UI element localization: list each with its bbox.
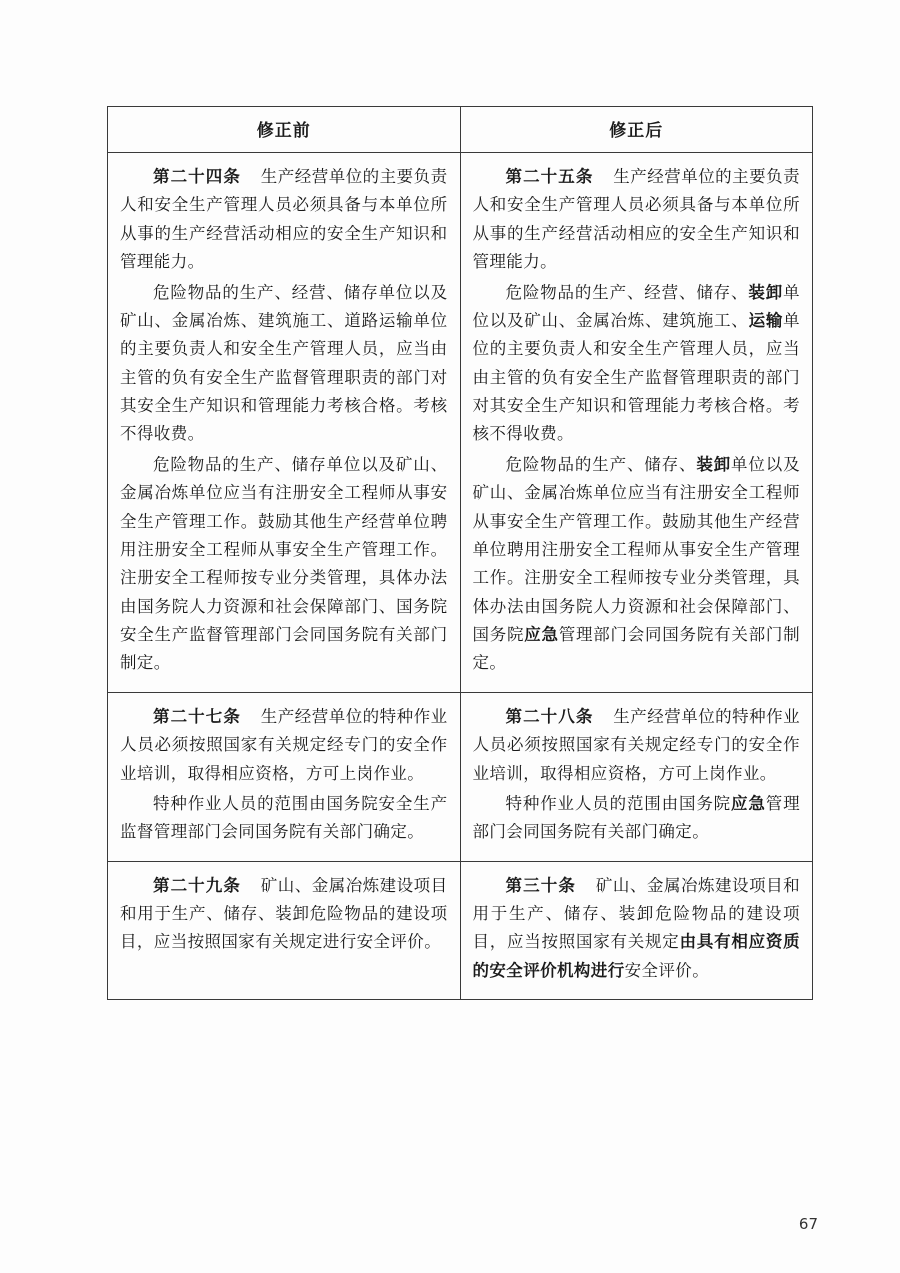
article-paragraph <box>473 872 801 986</box>
article-number: 第二十九条 <box>153 875 241 895</box>
body-text: 单位以及矿山、金属冶炼单位应当有注册安全工程师从事安全生产管理工作。鼓励其他生产经营单位聘用注册安全工程师从事安全生产管理工作。注册安全工程师按专业分类管理，具体办法由国务院人力资源和社会保障部门、国务院 <box>472 454 800 644</box>
column-header-before: 修正前 <box>108 107 461 153</box>
article-cell-after <box>460 153 813 693</box>
article-cell-before <box>108 153 461 693</box>
body-text: 单位以及矿山、金属冶炼、建筑施工、 <box>472 282 800 330</box>
article-number: 第三十条 <box>505 875 576 895</box>
body-text: 危险物品的生产、经营、储存、 <box>505 282 749 302</box>
body-text: 生产经营单位的主要负责人和安全生产管理人员必须具备与本单位所从事的生产经营活动相应的安全生产知识和管理能力。 <box>472 167 800 272</box>
amended-text: 装卸 <box>748 282 784 302</box>
comparison-table-wrapper <box>107 106 813 1000</box>
body-text: 危险物品的生产、储存单位以及矿山、金属冶炼单位应当有注册安全工程师从事安全生产管理工作。鼓励其他生产经营单位聘用注册安全工程师从事安全生产管理工作。注册安全工程师按专业分类管理，具体办法由国务院人力资源和社会保障部门、国务院安全生产监督管理部门会同国务院有关部门制定。 <box>120 454 448 673</box>
table-header-row <box>108 107 813 153</box>
article-cell-after <box>460 692 813 861</box>
body-text: 矿山、金属冶炼建设项目和用于生产、储存、装卸危险物品的建设项目，应当按照国家有关规定 <box>472 875 800 952</box>
body-text: 单位的主要负责人和安全生产管理人员，应当由主管的负有安全生产监督管理职责的部门对其安全生产知识和管理能力考核合格。考核不得收费。 <box>472 310 800 444</box>
amended-text: 应急 <box>524 625 559 644</box>
article-paragraph <box>120 790 448 847</box>
amendment-comparison-table <box>107 106 813 1000</box>
body-text: 特种作业人员的范围由国务院安全生产监督管理部门会同国务院有关部门确定。 <box>120 793 448 842</box>
page-number: 67 <box>798 1215 818 1233</box>
amended-text: 运输 <box>748 310 784 330</box>
article-cell-before <box>108 861 461 1000</box>
body-text: 安全评价。 <box>624 960 710 980</box>
amended-text: 应急 <box>731 793 766 813</box>
article-number: 第二十四条 <box>153 167 241 186</box>
amended-text: 由具有相应资质的安全评价机构进行 <box>472 932 800 980</box>
article-paragraph <box>473 279 801 449</box>
body-text: 管理部门会同国务院有关部门确定。 <box>472 793 800 842</box>
table-row <box>108 153 813 693</box>
column-header-after: 修正后 <box>460 107 813 153</box>
body-text: 矿山、金属冶炼建设项目和用于生产、储存、装卸危险物品的建设项目，应当按照国家有关规定进行安全评价。 <box>120 875 448 952</box>
article-number: 第二十五条 <box>505 167 594 186</box>
body-text: 管理部门会同国务院有关部门制定。 <box>472 625 800 673</box>
article-paragraph <box>120 451 448 678</box>
article-paragraph <box>473 163 801 277</box>
article-cell-before <box>108 692 461 861</box>
article-paragraph <box>473 790 801 847</box>
article-cell-after <box>460 861 813 1000</box>
body-text: 危险物品的生产、储存、 <box>505 454 697 474</box>
article-paragraph <box>473 703 801 788</box>
article-number: 第二十八条 <box>505 706 594 726</box>
article-paragraph <box>120 163 448 277</box>
amended-text: 装卸 <box>696 454 732 474</box>
article-number: 第二十七条 <box>153 706 241 726</box>
body-text: 生产经营单位的特种作业人员必须按照国家有关规定经专门的安全作业培训，取得相应资格，方可上岗作业。 <box>472 706 800 783</box>
body-text: 危险物品的生产、经营、储存单位以及矿山、金属冶炼、建筑施工、道路运输单位的主要负责人和安全生产管理人员，应当由主管的负有安全生产监督管理职责的部门对其安全生产知识和管理能力考核合格。考核不得收费。 <box>120 282 448 444</box>
body-text: 生产经营单位的特种作业人员必须按照国家有关规定经专门的安全作业培训，取得相应资格，方可上岗作业。 <box>120 706 448 783</box>
article-paragraph <box>473 451 801 678</box>
article-paragraph <box>120 872 448 957</box>
table-row <box>108 692 813 861</box>
article-paragraph <box>120 703 448 788</box>
table-body <box>108 153 813 1000</box>
table-header <box>108 107 813 153</box>
body-text: 生产经营单位的主要负责人和安全生产管理人员必须具备与本单位所从事的生产经营活动相应的安全生产知识和管理能力。 <box>120 167 448 272</box>
article-paragraph <box>120 279 448 449</box>
table-row <box>108 861 813 1000</box>
body-text: 特种作业人员的范围由国务院 <box>505 793 732 813</box>
